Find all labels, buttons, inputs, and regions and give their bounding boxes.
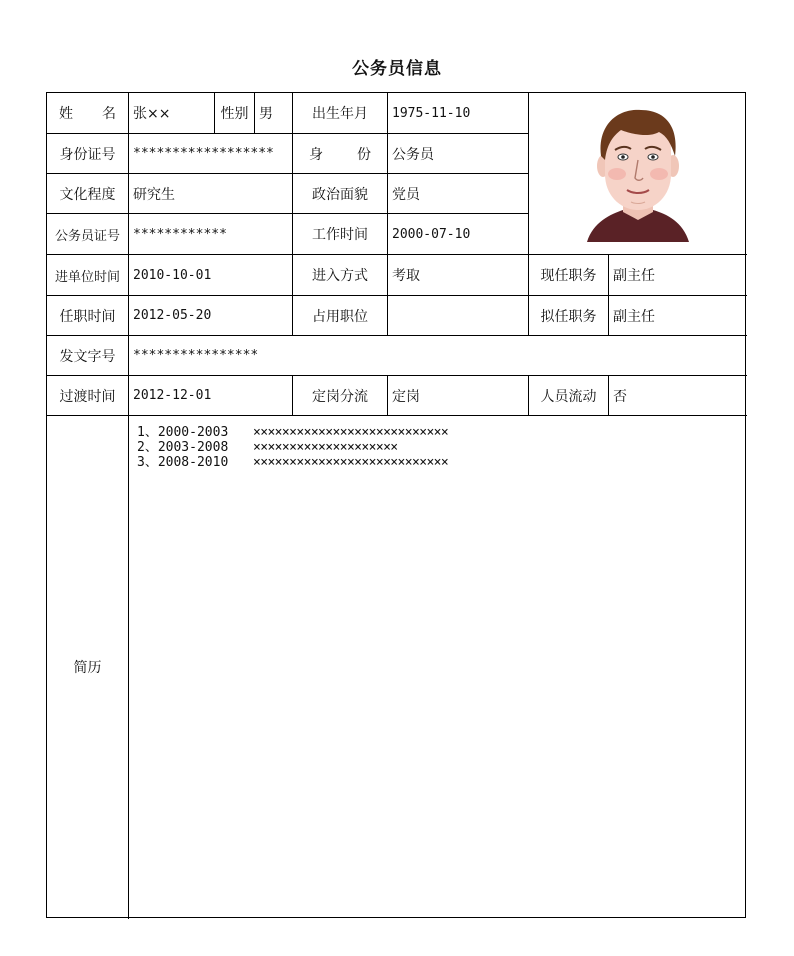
birth-value: 1975-11-10 bbox=[392, 105, 471, 121]
resume-item bbox=[137, 440, 747, 455]
doc-no-label: 发文字号 bbox=[59, 348, 116, 365]
occupied-post-label: 占用职位 bbox=[312, 308, 368, 325]
resume-label: 简历 bbox=[73, 660, 102, 676]
education-value: 研究生 bbox=[133, 186, 175, 203]
resume-list bbox=[129, 416, 747, 470]
id-number-label: 身份证号 bbox=[59, 146, 116, 163]
doc-no-value: **************** bbox=[133, 348, 259, 363]
portrait-cheek-right bbox=[650, 168, 668, 180]
politics-value: 党员 bbox=[392, 186, 420, 203]
resume-description: ××××××××××××××××××××××××××× bbox=[253, 455, 449, 470]
proposed-post-label: 拟任职务 bbox=[540, 308, 597, 325]
resume-item bbox=[137, 455, 747, 470]
resume-item bbox=[137, 425, 747, 440]
identity-label-right: 份 bbox=[357, 146, 371, 163]
resume-period: 1、2000-2003 bbox=[137, 425, 229, 440]
name-label-right: 名 bbox=[102, 106, 116, 122]
current-post-label: 现任职务 bbox=[540, 268, 597, 284]
placement-label: 定岗分流 bbox=[312, 388, 368, 405]
work-time-value: 2000-07-10 bbox=[392, 226, 471, 242]
page-title: 公务员信息 bbox=[352, 59, 442, 79]
resume-description: ××××××××××××××××××××××××××× bbox=[253, 425, 449, 440]
mobility-value: 否 bbox=[613, 388, 627, 405]
join-time-label: 进单位时间 bbox=[54, 269, 120, 285]
name-label bbox=[47, 93, 128, 133]
proposed-post-value: 副主任 bbox=[613, 308, 655, 325]
portrait-pupil-left bbox=[621, 155, 625, 159]
appoint-time-label: 任职时间 bbox=[59, 308, 116, 325]
name-label-left: 姓 bbox=[59, 106, 73, 122]
civil-no-label: 公务员证号 bbox=[54, 228, 120, 244]
politics-label: 政治面貌 bbox=[312, 186, 368, 203]
civil-servant-form bbox=[46, 92, 746, 918]
entry-method-label: 进入方式 bbox=[312, 268, 368, 284]
mobility-label: 人员流动 bbox=[540, 388, 597, 405]
resume-period: 3、2008-2010 bbox=[137, 455, 229, 470]
resume-description: ×××××××××××××××××××× bbox=[253, 440, 398, 455]
entry-method-value: 考取 bbox=[392, 268, 420, 284]
placement-value: 定岗 bbox=[392, 388, 420, 405]
identity-label-left: 身 bbox=[309, 146, 323, 163]
current-post-value: 副主任 bbox=[613, 268, 655, 284]
gender-label: 性别 bbox=[220, 106, 249, 122]
identity-value: 公务员 bbox=[392, 146, 434, 163]
identity-label bbox=[293, 134, 387, 173]
birth-label: 出生年月 bbox=[312, 106, 368, 122]
id-number-value: ****************** bbox=[133, 146, 274, 161]
portrait-photo-icon bbox=[583, 104, 693, 244]
photo-cell bbox=[529, 93, 747, 255]
portrait-cheek-left bbox=[608, 168, 626, 180]
resume-period: 2、2003-2008 bbox=[137, 440, 229, 455]
occupied-post-value bbox=[388, 296, 528, 335]
gender-value: 男 bbox=[259, 106, 273, 122]
work-time-label: 工作时间 bbox=[312, 227, 368, 243]
join-time-value: 2010-10-01 bbox=[133, 267, 212, 283]
portrait-pupil-right bbox=[651, 155, 655, 159]
transition-time-value: 2012-12-01 bbox=[133, 388, 212, 403]
name-value: 张×× bbox=[133, 106, 171, 122]
appoint-time-value: 2012-05-20 bbox=[133, 308, 212, 323]
transition-time-label: 过渡时间 bbox=[59, 388, 116, 405]
civil-no-value: ************ bbox=[133, 226, 227, 242]
education-label: 文化程度 bbox=[59, 186, 116, 203]
